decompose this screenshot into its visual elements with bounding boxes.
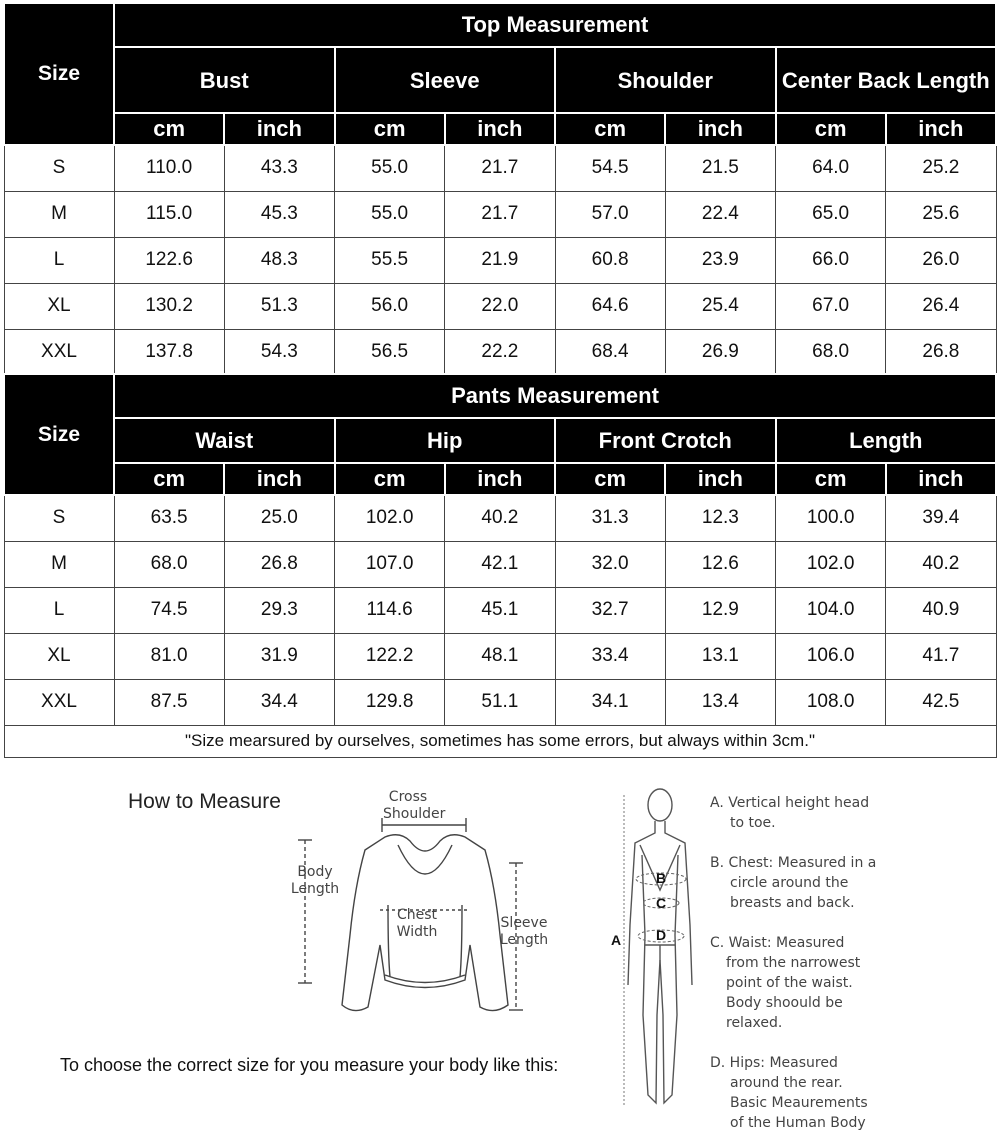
column-group-header: Shoulder: [555, 47, 776, 113]
value-cell: 60.8: [555, 237, 665, 283]
table-row: [4, 587, 996, 633]
unit-header: inch: [224, 113, 334, 145]
value-cell: 42.1: [445, 541, 555, 587]
size-cell: L: [4, 587, 114, 633]
value-cell: 87.5: [114, 679, 224, 725]
value-cell: 137.8: [114, 329, 224, 375]
cross-shoulder-label: Cross Shoulder: [383, 789, 446, 822]
measurement-note: "Size mearsured by ourselves, sometimes has some errors, but always within 3cm.": [4, 725, 996, 757]
value-cell: 55.0: [335, 191, 445, 237]
size-cell: L: [4, 237, 114, 283]
value-cell: 22.2: [445, 329, 555, 375]
definition-c: C. Waist: Measured from the narrowest point of the waist. Body shoould be relaxed.: [710, 935, 861, 1031]
value-cell: 106.0: [776, 633, 886, 679]
instruction-text: To choose the correct size for you measure your body like this:: [60, 1055, 559, 1075]
value-cell: 33.4: [555, 633, 665, 679]
value-cell: 57.0: [555, 191, 665, 237]
value-cell: 25.4: [665, 283, 775, 329]
table-row: [4, 633, 996, 679]
value-cell: 68.0: [776, 329, 886, 375]
chest-width-label: Chest Width: [396, 907, 438, 940]
unit-header: cm: [776, 463, 886, 495]
size-cell: S: [4, 495, 114, 541]
value-cell: 110.0: [114, 145, 224, 191]
column-group-header: Sleeve: [335, 47, 556, 113]
value-cell: 25.0: [224, 495, 334, 541]
value-cell: 26.9: [665, 329, 775, 375]
top-measurement-table: [3, 2, 997, 376]
unit-header: cm: [114, 113, 224, 145]
size-cell: M: [4, 191, 114, 237]
sleeve-length-label: Sleeve Length: [499, 915, 549, 948]
body-marker-a: A: [611, 932, 622, 948]
unit-header: cm: [335, 463, 445, 495]
body-marker-b: B: [656, 870, 667, 886]
value-cell: 26.8: [886, 329, 996, 375]
definition-b: B. Chest: Measured in a circle around the breasts and back.: [710, 855, 877, 911]
size-cell: M: [4, 541, 114, 587]
value-cell: 12.9: [665, 587, 775, 633]
value-cell: 129.8: [335, 679, 445, 725]
value-cell: 12.6: [665, 541, 775, 587]
unit-header: cm: [555, 113, 665, 145]
value-cell: 31.3: [555, 495, 665, 541]
value-cell: 23.9: [665, 237, 775, 283]
size-cell: XL: [4, 283, 114, 329]
value-cell: 55.0: [335, 145, 445, 191]
value-cell: 25.2: [886, 145, 996, 191]
value-cell: 42.5: [886, 679, 996, 725]
value-cell: 26.8: [224, 541, 334, 587]
table-row: [4, 679, 996, 725]
unit-header: cm: [555, 463, 665, 495]
value-cell: 40.2: [445, 495, 555, 541]
value-cell: 45.1: [445, 587, 555, 633]
value-cell: 12.3: [665, 495, 775, 541]
value-cell: 21.7: [445, 191, 555, 237]
table-row: [4, 495, 996, 541]
value-cell: 54.5: [555, 145, 665, 191]
column-group-header: Hip: [335, 418, 556, 463]
unit-header: cm: [776, 113, 886, 145]
body-length-label: Body Length: [290, 864, 340, 897]
unit-header: inch: [224, 463, 334, 495]
table-row: [4, 145, 996, 191]
value-cell: 40.9: [886, 587, 996, 633]
value-cell: 41.7: [886, 633, 996, 679]
value-cell: 21.9: [445, 237, 555, 283]
value-cell: 114.6: [335, 587, 445, 633]
value-cell: 13.1: [665, 633, 775, 679]
body-marker-c: C: [656, 895, 667, 911]
unit-header: inch: [445, 113, 555, 145]
unit-header: inch: [886, 463, 996, 495]
unit-header: inch: [665, 113, 775, 145]
size-cell: XL: [4, 633, 114, 679]
value-cell: 66.0: [776, 237, 886, 283]
value-cell: 102.0: [335, 495, 445, 541]
size-header: Size: [4, 3, 114, 145]
value-cell: 63.5: [114, 495, 224, 541]
body-marker-d: D: [656, 927, 667, 943]
value-cell: 54.3: [224, 329, 334, 375]
value-cell: 56.5: [335, 329, 445, 375]
value-cell: 130.2: [114, 283, 224, 329]
value-cell: 68.0: [114, 541, 224, 587]
value-cell: 21.5: [665, 145, 775, 191]
value-cell: 100.0: [776, 495, 886, 541]
human-body-diagram: [610, 785, 700, 1115]
top-table-body: [4, 145, 996, 375]
unit-header: cm: [335, 113, 445, 145]
value-cell: 32.0: [555, 541, 665, 587]
value-cell: 26.4: [886, 283, 996, 329]
value-cell: 68.4: [555, 329, 665, 375]
table-row: [4, 329, 996, 375]
value-cell: 102.0: [776, 541, 886, 587]
value-cell: 31.9: [224, 633, 334, 679]
table-title: Pants Measurement: [114, 374, 996, 418]
table-row: [4, 541, 996, 587]
value-cell: 81.0: [114, 633, 224, 679]
unit-header: inch: [886, 113, 996, 145]
definition-d: D. Hips: Measured around the rear. Basic Meaurements of the Human Body: [710, 1055, 868, 1131]
value-cell: 25.6: [886, 191, 996, 237]
size-cell: S: [4, 145, 114, 191]
value-cell: 56.0: [335, 283, 445, 329]
value-cell: 13.4: [665, 679, 775, 725]
value-cell: 104.0: [776, 587, 886, 633]
size-header: Size: [4, 374, 114, 495]
value-cell: 48.1: [445, 633, 555, 679]
unit-header: inch: [445, 463, 555, 495]
table-title: Top Measurement: [114, 3, 996, 47]
value-cell: 64.6: [555, 283, 665, 329]
value-cell: 67.0: [776, 283, 886, 329]
pants-measurement-table: [3, 373, 997, 758]
value-cell: 55.5: [335, 237, 445, 283]
size-cell: XXL: [4, 679, 114, 725]
value-cell: 22.4: [665, 191, 775, 237]
value-cell: 29.3: [224, 587, 334, 633]
unit-header: inch: [665, 463, 775, 495]
value-cell: 40.2: [886, 541, 996, 587]
value-cell: 48.3: [224, 237, 334, 283]
value-cell: 51.1: [445, 679, 555, 725]
value-cell: 34.1: [555, 679, 665, 725]
value-cell: 21.7: [445, 145, 555, 191]
column-group-header: Bust: [114, 47, 335, 113]
pants-table-body: [4, 495, 996, 725]
column-group-header: Front Crotch: [555, 418, 776, 463]
value-cell: 65.0: [776, 191, 886, 237]
value-cell: 74.5: [114, 587, 224, 633]
value-cell: 26.0: [886, 237, 996, 283]
table-row: [4, 237, 996, 283]
value-cell: 45.3: [224, 191, 334, 237]
value-cell: 34.4: [224, 679, 334, 725]
how-to-measure-title: How to Measure: [128, 790, 281, 813]
column-group-header: Center Back Length: [776, 47, 997, 113]
value-cell: 43.3: [224, 145, 334, 191]
column-group-header: Length: [776, 418, 997, 463]
value-cell: 51.3: [224, 283, 334, 329]
column-group-header: Waist: [114, 418, 335, 463]
unit-header: cm: [114, 463, 224, 495]
value-cell: 122.6: [114, 237, 224, 283]
value-cell: 32.7: [555, 587, 665, 633]
value-cell: 108.0: [776, 679, 886, 725]
table-row: [4, 283, 996, 329]
value-cell: 64.0: [776, 145, 886, 191]
size-cell: XXL: [4, 329, 114, 375]
table-row: [4, 191, 996, 237]
definition-a: A. Vertical height head to toe.: [710, 795, 870, 831]
value-cell: 115.0: [114, 191, 224, 237]
value-cell: 122.2: [335, 633, 445, 679]
value-cell: 107.0: [335, 541, 445, 587]
value-cell: 39.4: [886, 495, 996, 541]
value-cell: 22.0: [445, 283, 555, 329]
